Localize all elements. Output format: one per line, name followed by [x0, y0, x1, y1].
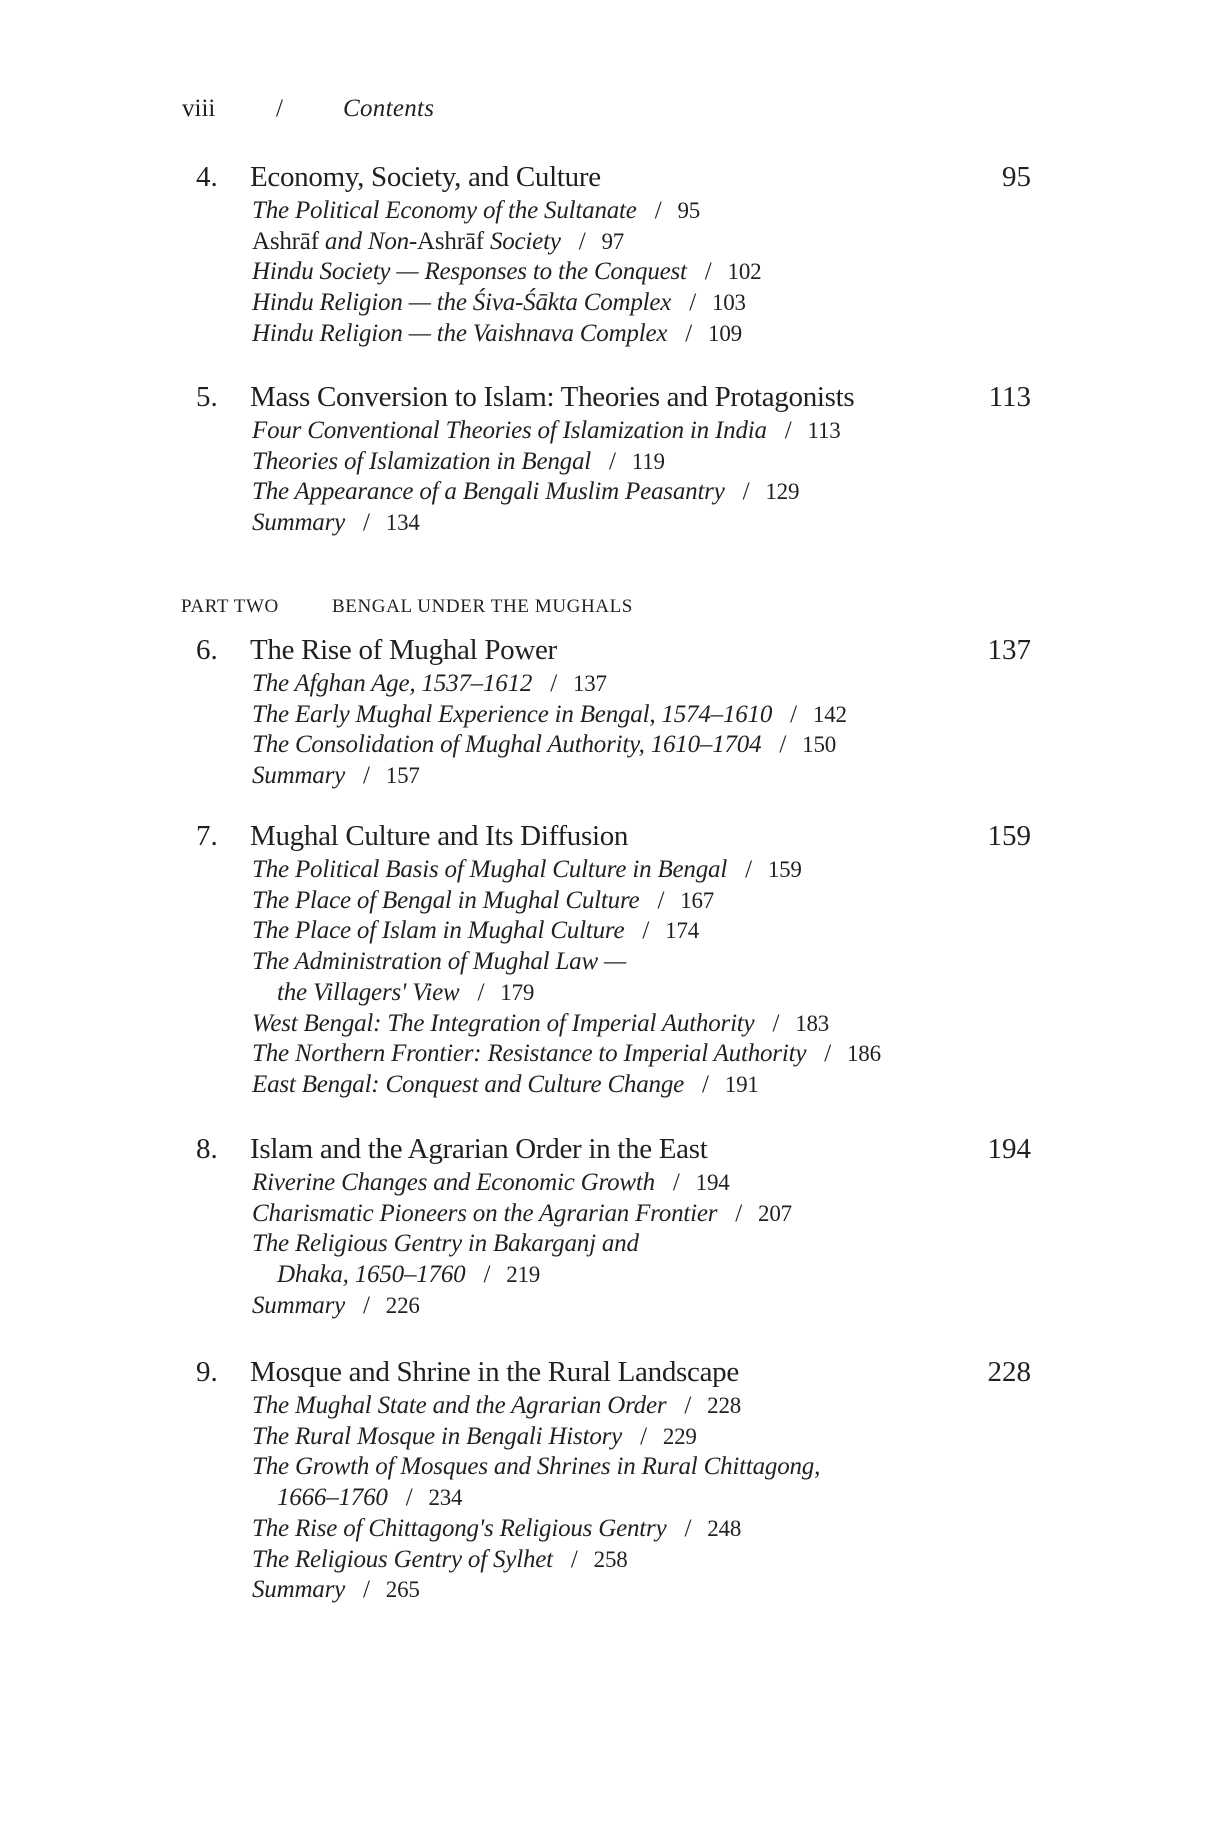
part-label: PART TWO	[181, 596, 279, 617]
section-entry[interactable]	[0, 730, 1214, 761]
section-page: 150	[802, 732, 837, 758]
chapter-number: 7.	[196, 820, 218, 852]
chapter-9	[0, 1353, 1214, 1606]
section-entry[interactable]	[0, 1229, 1214, 1290]
chapter-heading[interactable]	[0, 158, 1214, 196]
section-title: West Bengal: The Integration of Imperial Authority	[252, 1009, 755, 1037]
section-page: 102	[727, 259, 762, 285]
section-page: 97	[601, 228, 625, 254]
section-title-continuation	[252, 1483, 1214, 1514]
section-entry[interactable]	[0, 1199, 1214, 1230]
continuation-text: the Villagers' View	[277, 978, 460, 1006]
section-title-continuation	[252, 978, 1214, 1009]
section-title: The Religious Gentry of Sylhet	[252, 1545, 553, 1573]
section-page: 229	[662, 1423, 697, 1449]
section-page: 183	[795, 1010, 830, 1036]
section-title: The Afghan Age, 1537–1612	[252, 670, 533, 697]
section-title: Summary	[252, 1576, 346, 1604]
section-separator: /	[742, 478, 750, 506]
chapter-7	[0, 817, 1214, 1101]
section-page: 159	[767, 857, 802, 882]
section-entry[interactable]	[0, 855, 1214, 886]
section-separator: /	[363, 509, 370, 537]
section-title: The Religious Gentry in Bakarganj and	[252, 1230, 639, 1258]
section-entry[interactable]	[0, 700, 1214, 731]
section-separator: /	[570, 1545, 578, 1573]
chapter-title: Mass Conversion to Islam: Theories and Protagonists	[250, 381, 855, 413]
section-title: Theories of Islamization in Bengal	[252, 447, 592, 475]
continuation-text: Dhaka, 1650–1760	[277, 1261, 466, 1289]
section-page: 137	[572, 671, 607, 696]
section-title-part: Ashrāf	[417, 227, 484, 255]
section-page: 134	[385, 510, 420, 536]
page-folio: viii	[182, 95, 216, 122]
part-heading	[0, 595, 1214, 619]
section-list	[0, 1391, 1214, 1606]
section-separator: /	[642, 917, 650, 945]
section-separator: /	[640, 1422, 647, 1450]
section-entry[interactable]	[0, 1452, 1214, 1513]
section-title: The Political Basis of Mughal Culture in Bengal	[252, 856, 728, 883]
chapter-number: 8.	[196, 1133, 218, 1165]
section-separator: /	[704, 258, 712, 286]
chapter-heading[interactable]	[0, 1130, 1214, 1168]
section-entry[interactable]	[0, 916, 1214, 947]
section-page: 207	[758, 1200, 792, 1226]
section-page: 113	[807, 418, 841, 443]
section-entry[interactable]	[0, 227, 1214, 258]
section-entry[interactable]	[0, 947, 1214, 1008]
chapter-title: The Rise of Mughal Power	[250, 634, 557, 666]
chapter-title: Mughal Culture and Its Diffusion	[250, 820, 629, 852]
section-entry[interactable]	[0, 1009, 1214, 1040]
chapter-page: 228	[987, 1356, 1031, 1388]
section-page: 258	[593, 1546, 628, 1572]
section-entry[interactable]	[0, 1070, 1214, 1101]
section-list	[0, 1168, 1214, 1322]
section-separator: /	[745, 856, 752, 883]
section-page: 179	[500, 979, 535, 1005]
section-entry[interactable]	[0, 1391, 1214, 1422]
section-entry[interactable]	[0, 257, 1214, 288]
section-separator: /	[684, 1392, 692, 1419]
chapter-title: Economy, Society, and Culture	[250, 161, 601, 193]
section-entry[interactable]	[0, 1575, 1214, 1606]
section-separator: /	[609, 447, 616, 475]
chapter-title: Islam and the Agrarian Order in the East	[250, 1133, 708, 1165]
section-separator: /	[685, 319, 693, 347]
section-entry[interactable]	[0, 196, 1214, 227]
section-title: Riverine Changes and Economic Growth	[252, 1169, 655, 1196]
section-entry[interactable]	[0, 761, 1214, 792]
section-entry[interactable]	[0, 1545, 1214, 1576]
section-title-part: Society	[483, 227, 561, 255]
chapter-page: 194	[987, 1133, 1031, 1165]
section-title: The Place of Bengal in Mughal Culture	[252, 886, 640, 914]
section-page: 142	[812, 701, 847, 727]
section-separator: /	[684, 1514, 692, 1542]
section-separator: /	[735, 1199, 743, 1227]
chapter-page: 95	[1002, 161, 1031, 193]
section-page: 174	[665, 918, 700, 944]
chapter-page: 159	[987, 820, 1031, 852]
chapter-4	[0, 158, 1214, 350]
section-title: The Rise of Chittagong's Religious Gentry	[252, 1514, 667, 1542]
section-title: The Rural Mosque in Bengali History	[252, 1422, 623, 1450]
section-separator: /	[405, 1484, 413, 1512]
section-title: Charismatic Pioneers on the Agrarian Frontier	[252, 1199, 718, 1227]
section-entry[interactable]	[0, 1168, 1214, 1199]
section-title: Four Conventional Theories of Islamization in India	[252, 417, 767, 444]
section-page: 95	[677, 198, 701, 223]
section-title: The Early Mughal Experience in Bengal, 1574–1610	[252, 700, 773, 728]
section-separator: /	[784, 417, 792, 444]
chapter-page: 113	[988, 381, 1031, 413]
section-separator: /	[578, 227, 586, 255]
section-page: 103	[711, 290, 746, 316]
section-title: The Mughal State and the Agrarian Order	[252, 1392, 667, 1419]
section-page: 186	[846, 1041, 881, 1067]
section-entry[interactable]	[0, 416, 1214, 447]
section-page: 167	[680, 887, 715, 913]
section-entry[interactable]	[0, 288, 1214, 319]
section-list	[0, 196, 1214, 350]
section-page: 234	[428, 1485, 463, 1511]
chapter-6	[0, 631, 1214, 792]
section-separator: /	[779, 731, 787, 759]
section-title: The Place of Islam in Mughal Culture	[252, 917, 625, 945]
section-separator: /	[672, 1169, 680, 1196]
section-title: Summary	[252, 509, 346, 537]
section-entry[interactable]	[0, 669, 1214, 700]
section-separator: /	[657, 886, 665, 914]
section-entry[interactable]	[0, 477, 1214, 508]
chapter-number: 9.	[196, 1356, 218, 1388]
chapter-8	[0, 1130, 1214, 1322]
section-page: 265	[385, 1577, 420, 1603]
section-entry[interactable]	[0, 1514, 1214, 1545]
section-separator: /	[363, 1291, 370, 1319]
section-page: 219	[506, 1262, 541, 1288]
section-list	[0, 669, 1214, 792]
section-page: 228	[707, 1393, 742, 1418]
chapter-number: 4.	[196, 161, 218, 193]
section-page: 226	[385, 1292, 420, 1318]
section-list	[0, 855, 1214, 1101]
section-page: 129	[765, 479, 800, 505]
section-separator: /	[772, 1009, 780, 1037]
chapter-number: 6.	[196, 634, 218, 666]
section-title: The Consolidation of Mughal Authority, 1610–1704	[252, 731, 762, 759]
section-title: East Bengal: Conquest and Culture Change	[252, 1070, 685, 1098]
section-title: Summary	[252, 1291, 346, 1319]
section-entry[interactable]	[0, 886, 1214, 917]
running-head-title: Contents	[343, 95, 435, 122]
section-title: Hindu Religion — the Śiva-Śākta Complex	[252, 289, 672, 317]
section-separator: /	[790, 700, 797, 728]
section-list	[0, 416, 1214, 539]
section-page: 191	[724, 1071, 759, 1097]
section-page: 119	[631, 448, 665, 474]
chapter-heading[interactable]	[0, 378, 1214, 416]
chapter-heading[interactable]	[0, 631, 1214, 669]
part-title: BENGAL UNDER THE MUGHALS	[332, 596, 633, 617]
running-head-separator: /	[276, 95, 283, 122]
chapter-heading[interactable]	[0, 1353, 1214, 1391]
section-entry[interactable]	[0, 1039, 1214, 1070]
section-separator: /	[363, 762, 370, 790]
section-title: Hindu Society — Responses to the Conquest	[252, 258, 687, 286]
section-title-continuation	[252, 1260, 1214, 1291]
section-title: The Northern Frontier: Resistance to Imperial Authority	[252, 1040, 807, 1068]
chapter-page: 137	[987, 634, 1031, 666]
section-title-part: Ashrāf	[252, 227, 319, 255]
section-title: Hindu Religion — the Vaishnava Complex	[252, 319, 668, 347]
section-separator: /	[702, 1070, 709, 1098]
section-page: 157	[385, 763, 420, 789]
section-entry[interactable]	[0, 447, 1214, 478]
section-entry[interactable]	[0, 508, 1214, 539]
section-separator: /	[654, 197, 662, 224]
section-page: 194	[695, 1170, 730, 1195]
section-title: The Administration of Mughal Law —	[252, 948, 627, 976]
section-title: The Political Economy of the Sultanate	[252, 197, 637, 224]
running-head	[0, 94, 1214, 124]
section-separator: /	[550, 670, 557, 697]
section-entry[interactable]	[0, 1291, 1214, 1322]
section-page: 109	[708, 320, 742, 346]
section-title: The Appearance of a Bengali Muslim Peasantry	[252, 478, 725, 506]
continuation-text: 1666–1760	[277, 1484, 388, 1512]
section-separator: /	[483, 1261, 491, 1289]
section-title-part: and Non-	[318, 227, 418, 255]
section-separator: /	[477, 978, 485, 1006]
chapter-title: Mosque and Shrine in the Rural Landscape	[250, 1356, 739, 1388]
chapter-heading[interactable]	[0, 817, 1214, 855]
section-entry[interactable]	[0, 1422, 1214, 1453]
section-separator: /	[363, 1576, 370, 1604]
section-title: Summary	[252, 762, 346, 790]
section-separator: /	[824, 1040, 831, 1068]
chapter-5	[0, 378, 1214, 539]
section-entry[interactable]	[0, 319, 1214, 350]
section-separator: /	[689, 289, 696, 317]
chapter-number: 5.	[196, 381, 218, 413]
section-title: The Growth of Mosques and Shrines in Rural Chittagong,	[252, 1453, 821, 1481]
section-page: 248	[707, 1515, 742, 1541]
